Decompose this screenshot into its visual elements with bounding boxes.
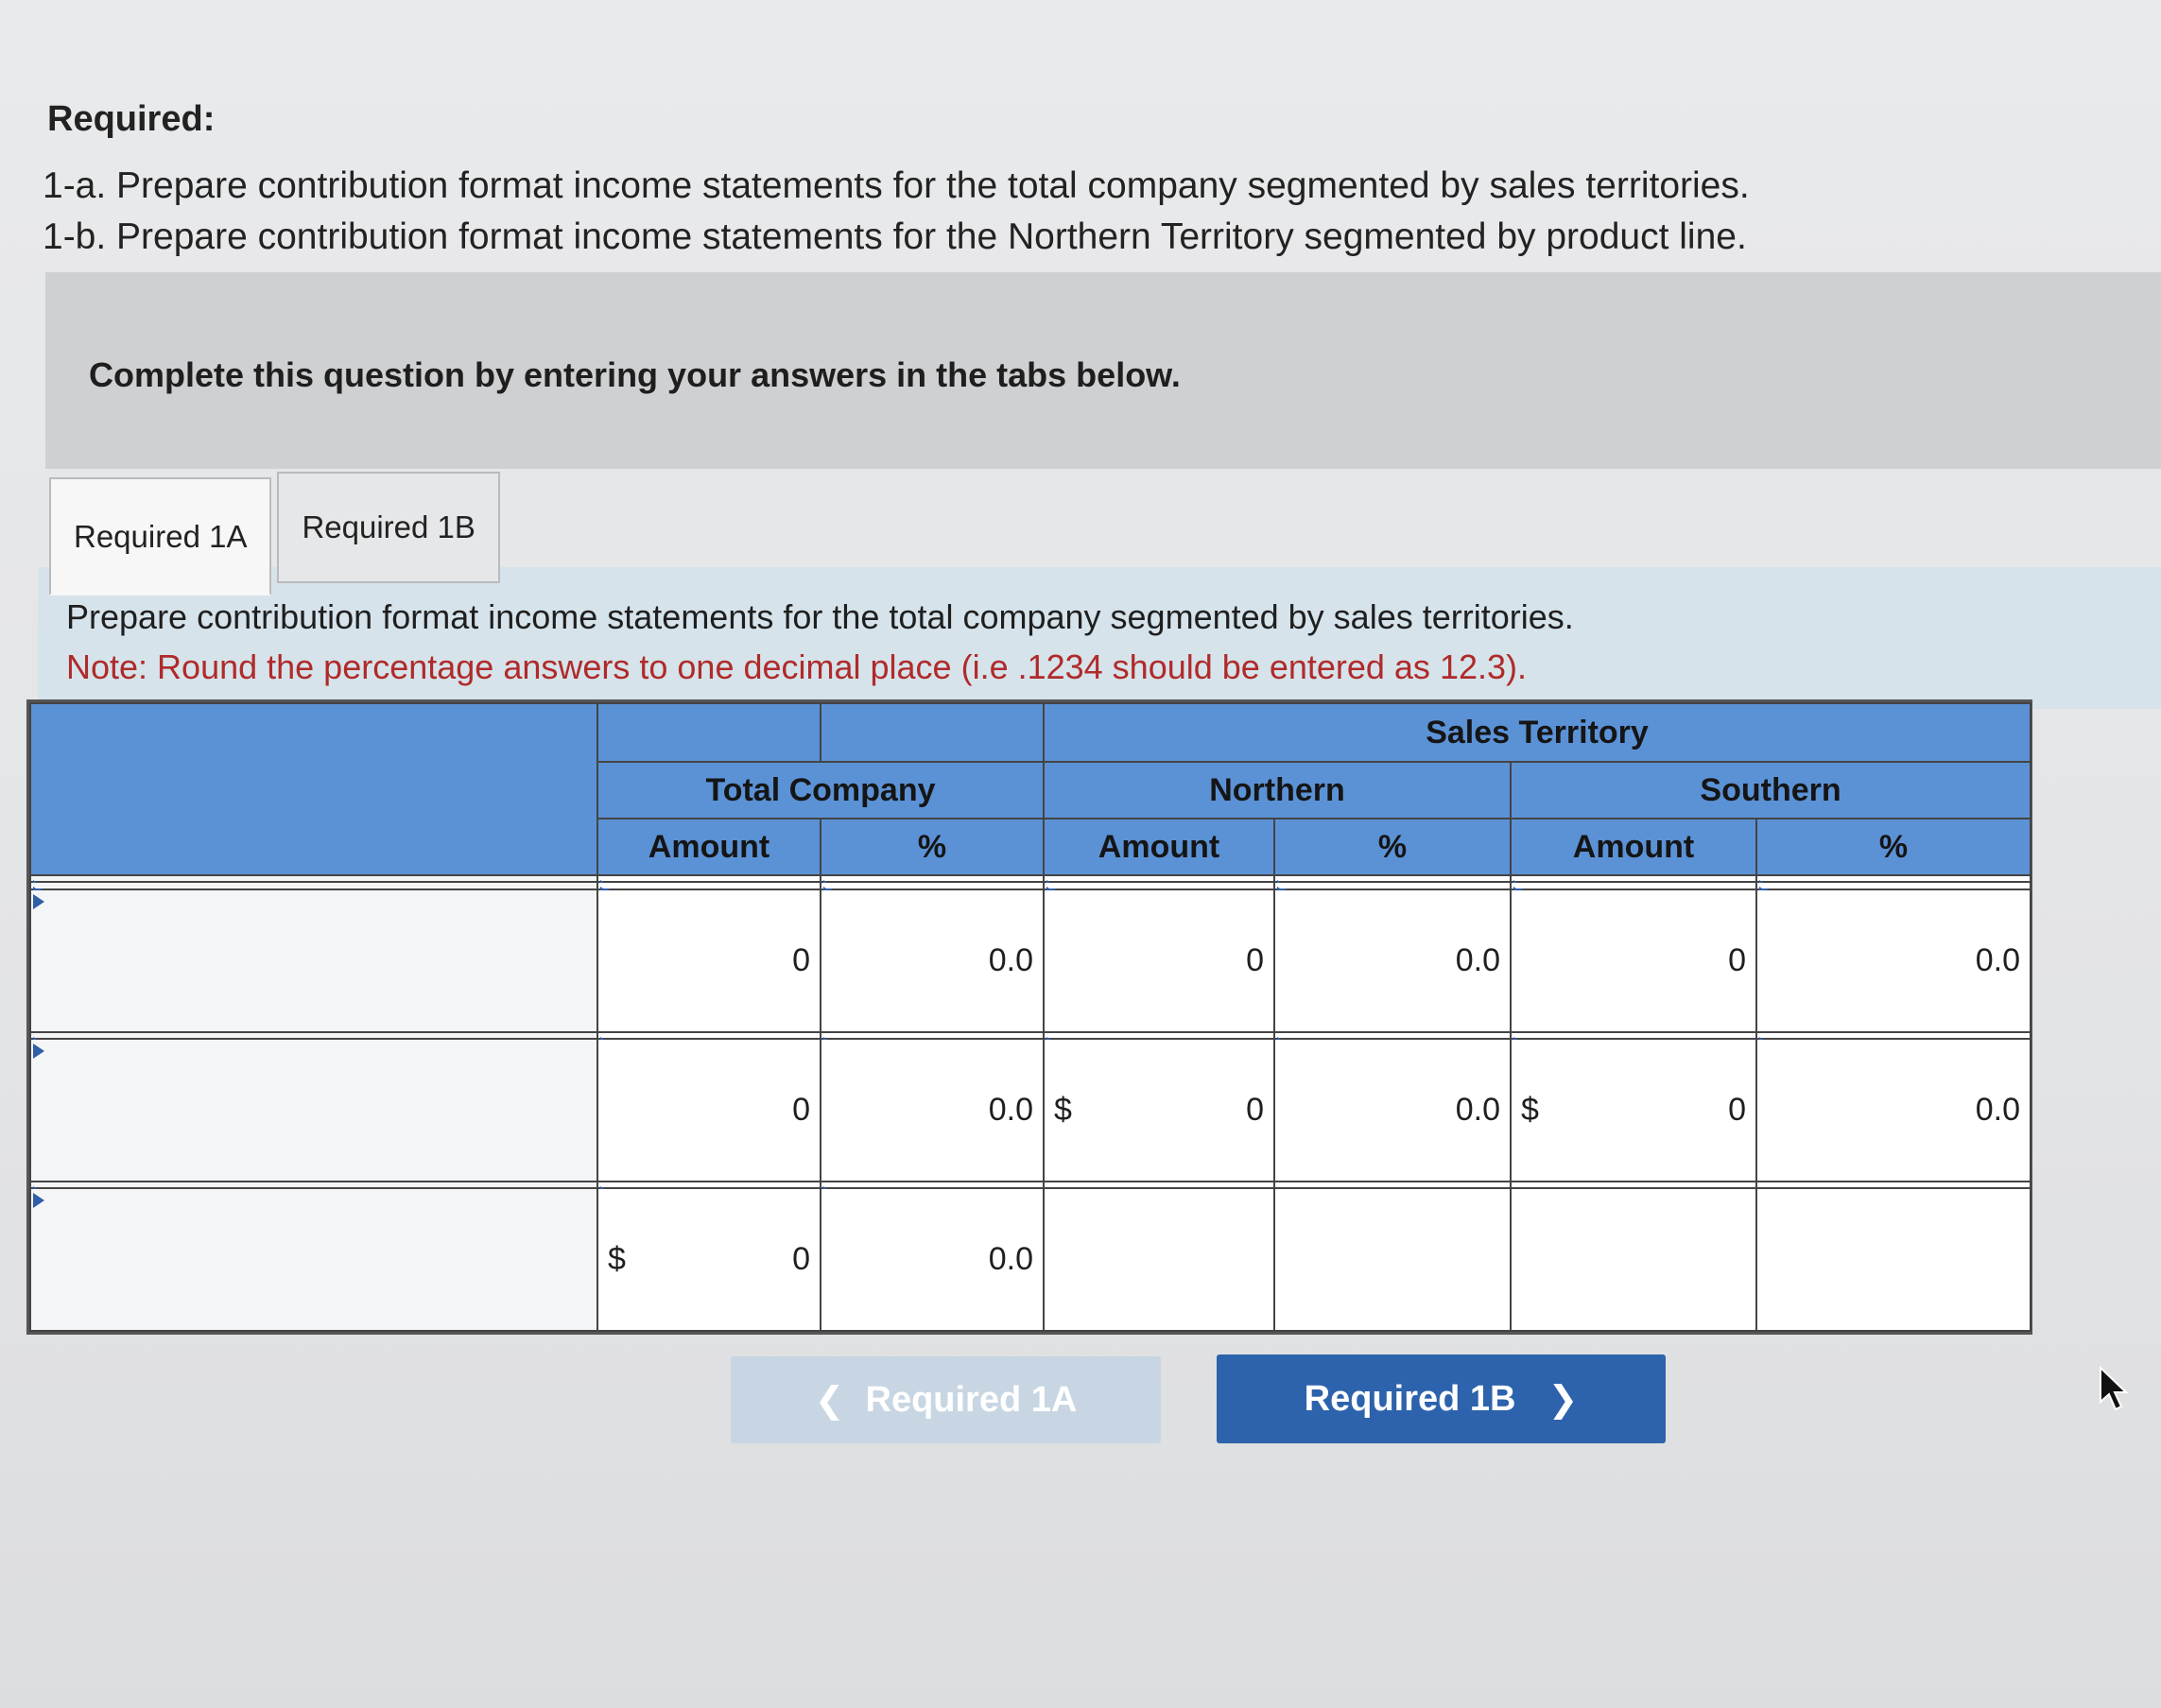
prompt-note: Note: Round the percentage answers to one decimal place (i.e .1234 should be entered as 12.3). bbox=[66, 647, 1527, 686]
row-label-input[interactable] bbox=[30, 875, 597, 882]
s-amount-input[interactable] bbox=[1511, 875, 1756, 882]
tc-amount-value: 0 bbox=[597, 1039, 821, 1182]
table-row bbox=[30, 1188, 2031, 1331]
label-column-header bbox=[30, 703, 597, 875]
s-pct-input[interactable] bbox=[1756, 1032, 2031, 1039]
southern-header: Southern bbox=[1511, 762, 2031, 819]
n-pct-input[interactable] bbox=[1274, 1032, 1511, 1039]
currency-symbol: $ bbox=[608, 1241, 626, 1278]
n-pct-value bbox=[1274, 1182, 1511, 1188]
currency-symbol: $ bbox=[1521, 1091, 1539, 1128]
tc-pct-value: 0.0 bbox=[821, 889, 1044, 1032]
income-statement-table bbox=[29, 702, 2031, 1332]
s-pct-header: % bbox=[1756, 819, 2031, 875]
instructions bbox=[43, 161, 1750, 263]
table-row bbox=[30, 1182, 2031, 1188]
tc-amount-value bbox=[597, 1188, 821, 1331]
prev-button-label: Required 1A bbox=[865, 1379, 1078, 1420]
row-label-input[interactable] bbox=[30, 1182, 597, 1188]
prompt-line: Prepare contribution format income statements for the total company segmented by sales territories. bbox=[66, 597, 1574, 636]
s-amount-value: 0 bbox=[1511, 889, 1756, 1032]
row-label-input[interactable] bbox=[30, 1188, 597, 1331]
s-pct-value bbox=[1756, 1182, 2031, 1188]
table-row bbox=[30, 882, 2031, 889]
tc-pct-input[interactable] bbox=[821, 1182, 1044, 1188]
instruction-1a: 1-a. Prepare contribution format income statements for the total company segmented by sales territories. bbox=[43, 165, 1750, 206]
amount-text: 0 bbox=[1246, 1091, 1264, 1128]
row-label-input[interactable] bbox=[30, 1032, 597, 1039]
tc-pct-input[interactable] bbox=[821, 1032, 1044, 1039]
tab-required-1b[interactable]: Required 1B bbox=[277, 472, 499, 583]
next-button-label: Required 1B bbox=[1304, 1378, 1516, 1419]
instruction-band bbox=[45, 272, 2161, 469]
chevron-left-icon: ❮ bbox=[814, 1380, 845, 1421]
northern-header: Northern bbox=[1044, 762, 1511, 819]
tc-pct-value: 0.0 bbox=[821, 1188, 1044, 1331]
n-pct-value: 0.0 bbox=[1274, 889, 1511, 1032]
tab-required-1a[interactable]: Required 1A bbox=[49, 477, 271, 595]
tc-amount-input[interactable] bbox=[597, 1032, 821, 1039]
tab-bar bbox=[49, 477, 500, 595]
row-label-input[interactable] bbox=[30, 1039, 597, 1182]
tc-pct-value: 0.0 bbox=[821, 1039, 1044, 1182]
s-amount-input[interactable] bbox=[1511, 882, 1756, 889]
s-amount-value bbox=[1511, 1182, 1756, 1188]
n-amount-value bbox=[1044, 1182, 1274, 1188]
table-row bbox=[30, 1032, 2031, 1039]
n-amount-value: 0 bbox=[1044, 889, 1274, 1032]
amount-text: 0 bbox=[1728, 1091, 1746, 1128]
s-pct-value: 0.0 bbox=[1756, 889, 2031, 1032]
s-amount-input[interactable] bbox=[1511, 1032, 1756, 1039]
header-spacer bbox=[821, 703, 1044, 762]
amount-text: 0 bbox=[792, 1241, 810, 1278]
tc-pct-input[interactable] bbox=[821, 882, 1044, 889]
s-amount-header: Amount bbox=[1511, 819, 1756, 875]
required-heading: Required: bbox=[47, 99, 216, 139]
n-pct-header: % bbox=[1274, 819, 1511, 875]
tc-pct-input[interactable] bbox=[821, 875, 1044, 882]
prev-required-1a-button[interactable] bbox=[731, 1356, 1161, 1443]
chevron-right-icon: ❯ bbox=[1547, 1379, 1579, 1420]
s-pct-input[interactable] bbox=[1756, 882, 2031, 889]
income-statement-grid bbox=[26, 699, 2032, 1335]
tc-amount-input[interactable] bbox=[597, 1182, 821, 1188]
n-pct-input[interactable] bbox=[1274, 882, 1511, 889]
n-pct-value: 0.0 bbox=[1274, 1039, 1511, 1182]
n-amount-value bbox=[1044, 1188, 1274, 1331]
table-row bbox=[30, 1039, 2031, 1182]
tc-pct-header: % bbox=[821, 819, 1044, 875]
row-label-input[interactable] bbox=[30, 889, 597, 1032]
tc-amount-header: Amount bbox=[597, 819, 821, 875]
s-pct-input[interactable] bbox=[1756, 875, 2031, 882]
currency-symbol: $ bbox=[1054, 1091, 1072, 1128]
table-row bbox=[30, 889, 2031, 1032]
instruction-1b: 1-b. Prepare contribution format income statements for the Northern Territory segmented by product line. bbox=[43, 216, 1747, 257]
tc-amount-value: 0 bbox=[597, 889, 821, 1032]
n-pct-input[interactable] bbox=[1274, 875, 1511, 882]
n-amount-value bbox=[1044, 1039, 1274, 1182]
next-required-1b-button[interactable] bbox=[1217, 1354, 1666, 1443]
s-amount-value bbox=[1511, 1188, 1756, 1331]
header-spacer bbox=[597, 703, 821, 762]
total-company-header: Total Company bbox=[597, 762, 1044, 819]
n-amount-input[interactable] bbox=[1044, 1032, 1274, 1039]
tc-amount-input[interactable] bbox=[597, 882, 821, 889]
s-amount-value bbox=[1511, 1039, 1756, 1182]
n-amount-input[interactable] bbox=[1044, 875, 1274, 882]
n-amount-header: Amount bbox=[1044, 819, 1274, 875]
row-label-input[interactable] bbox=[30, 882, 597, 889]
n-amount-input[interactable] bbox=[1044, 882, 1274, 889]
mouse-pointer-icon bbox=[2097, 1366, 2135, 1413]
s-pct-value bbox=[1756, 1188, 2031, 1331]
tc-amount-input[interactable] bbox=[597, 875, 821, 882]
sales-territory-header: Sales Territory bbox=[1044, 703, 2031, 762]
table-row bbox=[30, 875, 2031, 882]
band-text: Complete this question by entering your answers in the tabs below. bbox=[89, 355, 1181, 394]
n-pct-value bbox=[1274, 1188, 1511, 1331]
s-pct-value: 0.0 bbox=[1756, 1039, 2031, 1182]
